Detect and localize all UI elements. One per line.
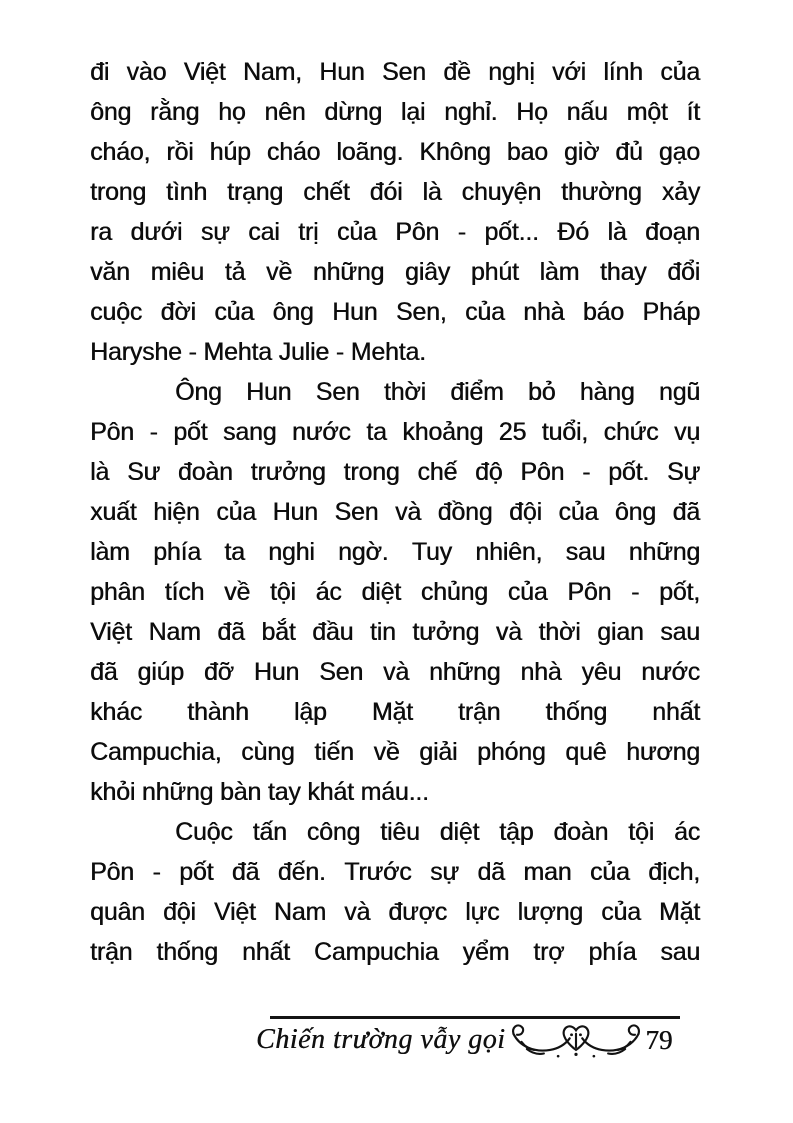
text-line: khác thành lập Mặt trận thống nhất — [90, 698, 700, 726]
text-line: văn miêu tả về những giây phút làm thay đổi — [90, 258, 700, 286]
text-line: trận thống nhất Campuchia yểm trợ phía sau — [90, 938, 700, 966]
floral-flourish-icon — [509, 1020, 643, 1062]
text-line: cháo, rồi húp cháo loãng. Không bao giờ đủ gạo — [90, 138, 700, 166]
paragraph — [90, 372, 700, 812]
page-number: 79 — [645, 1024, 673, 1055]
text-line: ông rằng họ nên dừng lại nghỉ. Họ nấu một ít — [90, 98, 700, 126]
text-line: là Sư đoàn trưởng trong chế độ Pôn - pốt. Sự — [90, 458, 700, 486]
text-line: cuộc đời của ông Hun Sen, của nhà báo Pháp — [90, 298, 700, 326]
text-line: Haryshe - Mehta Julie - Mehta. — [90, 338, 426, 366]
text-line: ra dưới sự cai trị của Pôn - pốt... Đó là đoạn — [90, 218, 700, 246]
text-line: khỏi những bàn tay khát máu... — [90, 778, 429, 806]
text-line: Việt Nam đã bắt đầu tin tưởng và thời gian sau — [90, 618, 700, 646]
text-line: Pôn - pốt đã đến. Trước sự dã man của địch, — [90, 858, 700, 886]
text-line: phân tích về tội ác diệt chủng của Pôn - pốt, — [90, 578, 700, 606]
page-footer — [256, 1018, 672, 1062]
text-line: trong tình trạng chết đói là chuyện thường xảy — [90, 178, 700, 206]
text-line: Pôn - pốt sang nước ta khoảng 25 tuổi, chức vụ — [90, 418, 700, 446]
text-line: Ông Hun Sen thời điểm bỏ hàng ngũ — [175, 378, 700, 406]
text-line: Campuchia, cùng tiến về giải phóng quê hương — [90, 738, 700, 766]
text-line: đã giúp đỡ Hun Sen và những nhà yêu nước — [90, 658, 700, 686]
text-line: làm phía ta nghi ngờ. Tuy nhiên, sau những — [90, 538, 700, 566]
page-body — [90, 52, 700, 972]
book-title: Chiến trường vẫy gọi — [256, 1024, 506, 1055]
text-line: quân đội Việt Nam và được lực lượng của Mặt — [90, 898, 700, 926]
text-line: Cuộc tấn công tiêu diệt tập đoàn tội ác — [175, 818, 700, 846]
paragraph — [90, 52, 700, 372]
text-line: xuất hiện của Hun Sen và đồng đội của ông đã — [90, 498, 700, 526]
text-line: đi vào Việt Nam, Hun Sen đề nghị với lính của — [90, 58, 700, 86]
paragraph — [90, 812, 700, 972]
